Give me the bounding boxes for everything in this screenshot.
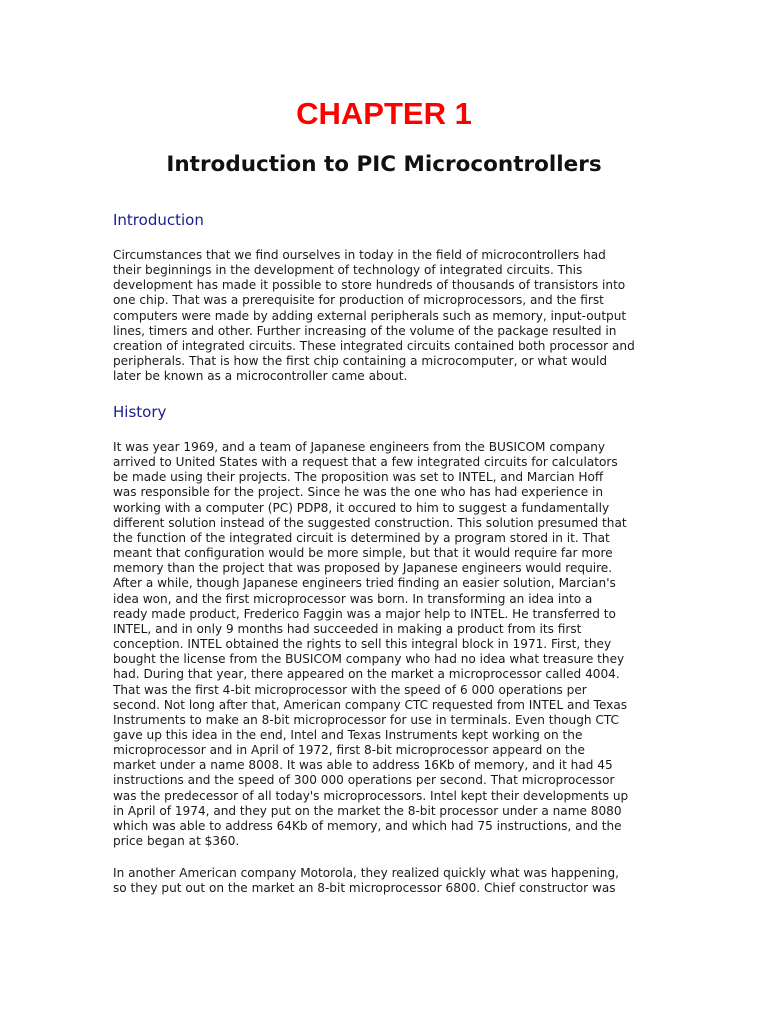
history-paragraph-1: It was year 1969, and a team of Japanese engineers from the BUSICOM company arrived to United States with a request that a few integrated circuits for calculators be made using their projects. The proposition was set to INTEL, and Marcian Hoff was responsible for the project. Since he was the one who has had experience in working with a computer (PC) PDP8, it occured to him to suggest a fundamentally different solution instead of the suggested construction. This solution presumed that the function of the integrated circuit is determined by a program stored in it. That meant that configuration would be more simple, but that it would require far more memory than the project that was proposed by Japanese engineers would require. After a while, though Japanese engineers tried finding an easier solution, Marcian's idea won, and the first microprocessor was born. In transforming an idea into a ready made product, Frederico Faggin was a major help to INTEL. He transferred to INTEL, and in only 9 months had succeeded in making a product from its first conception. INTEL obtained the rights to sell this integral block in 1971. First, they bought the license from the BUSICOM company who had no idea what treasure they had. During that year, there appeared on the market a microprocessor called 4004. That was the first 4-bit microprocessor with the speed of 6 000 operations per second. Not long after that, American company CTC requested from INTEL and Texas Instruments to make an 8-bit microprocessor for use in terminals. Even though CTC gave up this idea in the end, Intel and Texas Instruments kept working on the microprocessor and in April of 1972, first 8-bit microprocessor appeard on the market under a name 8008. It was able to address 16Kb of memory, and it had 45 instructions and the speed of 300 000 operations per second. That microprocessor was the predecessor of all today's microprocessors. Intel kept their developments up in April of 1974, and they put on the market the 8-bit processor under a name 8080 which was able to address 64Kb of memory, and which had 75 instructions, and the price began at $360. — [113, 440, 629, 849]
history-paragraph-2: In another American company Motorola, they realized quickly what was happening, so they put out on the market an 8-bit microprocessor 6800. Chief constructor was — [113, 866, 619, 896]
introduction-paragraph: Circumstances that we find ourselves in today in the field of microcontrollers had their beginnings in the development of technology of integrated circuits. This development has made it possible to store hundreds of thousands of transistors into one chip. That was a prerequisite for production of microprocessors, and the first computers were made by adding external peripherals such as memory, input-output lines, timers and other. Further increasing of the volume of the package resulted in creation of integrated circuits. These integrated circuits contained both processor and peripherals. That is how the first chip containing a microcomputer, or what would later be known as a microcontroller came about. — [113, 248, 635, 384]
section-heading-history: History — [113, 403, 167, 421]
chapter-title: Introduction to PIC Microcontrollers — [166, 152, 602, 177]
section-heading-introduction: Introduction — [113, 211, 204, 229]
chapter-label: CHAPTER 1 — [296, 96, 472, 131]
